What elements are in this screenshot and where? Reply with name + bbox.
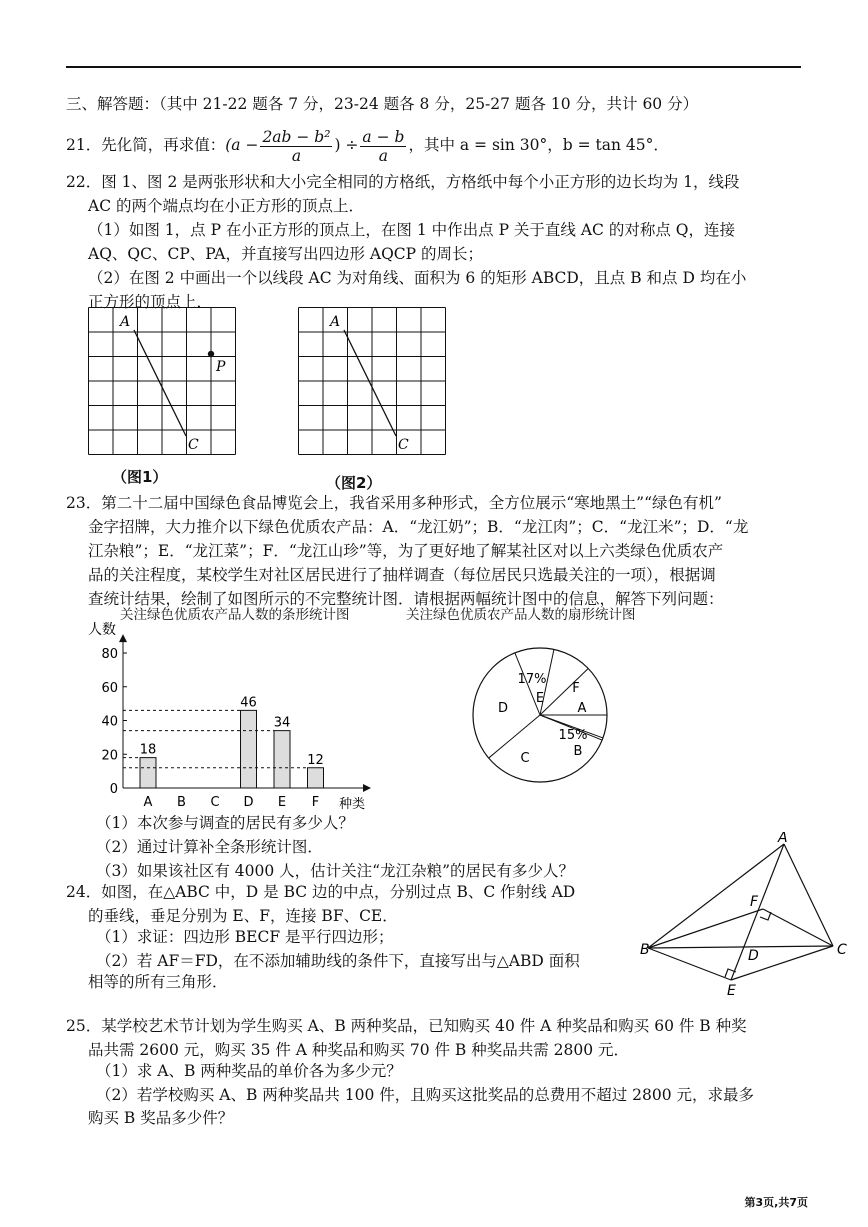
- y-axis-arrow: [119, 634, 127, 642]
- pie-label-c: C: [520, 751, 530, 766]
- q24-line5: 相等的所有三角形．: [88, 973, 228, 991]
- bar-value-label: 46: [240, 695, 257, 711]
- bar-e: [274, 731, 290, 788]
- point-p: [208, 351, 214, 357]
- label-c: C: [188, 437, 199, 453]
- segment-bc: [648, 946, 833, 948]
- q21-frac2: [360, 128, 406, 165]
- tri-label-a: A: [778, 832, 788, 846]
- x-axis-label: 种类: [339, 797, 366, 812]
- q24-line1: 24．如图，在△ABC 中，D 是 BC 边的中点，分别过点 B、C 作射线 AD: [66, 883, 576, 901]
- segment-be: [648, 948, 731, 980]
- q22-line1: 22．图 1、图 2 是两张形状和大小完全相同的方格纸，方格纸中每个小正方形的边长均为 1，线段: [66, 173, 740, 191]
- q23-line1: 23．第二十二届中国绿色食品博览会上，我省采用多种形式，全方位展示“寒地黑土”“绿色有机”: [66, 494, 722, 512]
- bar-chart-title: 关注绿色优质农产品人数的条形统计图: [120, 607, 350, 623]
- y-tick-label: 0: [109, 782, 118, 797]
- y-tick-label: 20: [101, 748, 118, 764]
- y-tick-label: 80: [101, 647, 118, 662]
- bar-value-label: 34: [273, 715, 291, 731]
- q21-frac1-den: a: [291, 146, 302, 165]
- header-rule: [66, 66, 801, 68]
- label-p: P: [216, 359, 226, 375]
- page-number: 第3页,共7页: [744, 1196, 808, 1209]
- bar-chart: [88, 618, 388, 813]
- q21-frac2-den: a: [378, 146, 389, 165]
- q23-sub3: （3）如果该社区有 4000 人，估计关注“龙江杂粮”的居民有多少人？: [96, 862, 575, 880]
- label-c: C: [398, 437, 409, 453]
- pie-percent-b: 15%: [558, 728, 588, 743]
- pie-chart: [470, 640, 640, 790]
- y-tick-label: 40: [101, 714, 118, 730]
- x-tick-label: B: [177, 795, 186, 810]
- q23-line5: 查统计结果，绘制了如图所示的不完整统计图．请根据两幅统计图中的信息，解答下列问题：: [88, 590, 724, 608]
- q22-line5: （2）在图 2 中画出一个以线段 AC 为对角线、面积为 6 的矩形 ABCD，且点 B 和点 D 均在小: [88, 269, 747, 287]
- bar-value-label: 18: [139, 742, 157, 758]
- q25-line4: （2）若学校购买 A、B 两种奖品共 100 件，且购买这批奖品的总费用不超过 2800 元，求最多: [96, 1086, 755, 1104]
- right-angle-f: [760, 912, 771, 920]
- q24-line4: （2）若 AF＝FD，在不添加辅助线的条件下，直接写出与△ABD 面积: [96, 952, 580, 970]
- bar-d: [241, 710, 257, 788]
- q23-sub1: （1）本次参与调查的居民有多少人？: [96, 814, 354, 832]
- q23-sub2: （2）通过计算补全条形统计图．: [96, 838, 323, 856]
- bar-value-label: 12: [307, 752, 324, 768]
- q23-line4: 品的关注程度，某校学生对社区居民进行了抽样调查（每位居民只选最关注的一项），根据调: [88, 566, 716, 584]
- segment-ac: [344, 330, 396, 436]
- bar-f: [308, 768, 324, 788]
- x-axis-arrow: [363, 784, 371, 792]
- q22-line6: 正方形的顶点上．: [88, 293, 213, 311]
- q21: [66, 124, 669, 166]
- pie-label-a: A: [577, 701, 587, 716]
- q25-line3: （1）求 A、B 两种奖品的单价各为多少元？: [96, 1062, 402, 1080]
- q21-div: ) ÷: [334, 136, 359, 154]
- figure-2-caption: （图2）: [326, 474, 382, 492]
- section-header: 三、解答题：（其中 21-22 题各 7 分，23-24 题各 8 分，25-27 题各 10 分，共计 60 分）: [66, 95, 699, 113]
- x-tick-label: E: [277, 795, 287, 810]
- x-tick-label: F: [311, 795, 320, 810]
- pie-label-e: E: [535, 691, 545, 706]
- x-tick-label: A: [143, 795, 153, 810]
- tri-label-d: D: [748, 948, 759, 964]
- pie-label-d: D: [497, 701, 509, 716]
- q24-line3: （1）求证：四边形 BECF 是平行四边形；: [96, 928, 394, 946]
- q21-prefix: 21．先化简，再求值：: [66, 136, 226, 154]
- tri-label-f: F: [750, 894, 759, 910]
- y-axis-label: 人数: [88, 622, 116, 639]
- q25-line1: 25．某学校艺术节计划为学生购买 A、B 两种奖品，已知购买 40 件 A 种奖品和购买 60 件 B 种奖: [66, 1017, 747, 1035]
- bar-a: [140, 758, 156, 788]
- x-tick-label: C: [210, 795, 220, 810]
- tri-label-c: C: [837, 942, 847, 958]
- q23-line3: 江杂粮”；E．“龙江菜”；F．“龙江山珍”等，为了更好地了解某社区对以上六类绿色优质农产: [88, 542, 724, 560]
- figure-1-grid: [88, 307, 238, 457]
- q23-line2: 金字招牌，大力推介以下绿色优质农产品：A．“龙江奶”；B．“龙江肉”；C．“龙江米”；D．“龙: [88, 518, 749, 536]
- figure-2-grid: [298, 307, 448, 457]
- segment-cf: [763, 909, 833, 946]
- x-tick-label: D: [243, 795, 254, 810]
- q25-line2: 品共需 2600 元，购买 35 件 A 种奖品和购买 70 件 B 种奖品共需 2800 元．: [88, 1041, 630, 1059]
- tri-label-b: B: [640, 942, 650, 958]
- pie-label-b: B: [573, 744, 583, 759]
- label-a: A: [120, 314, 131, 330]
- q22-line4: AQ、QC、CP、PA，并直接写出四边形 AQCP 的周长；: [88, 245, 484, 263]
- triangle-figure: [638, 832, 858, 1002]
- segment-ac: [784, 844, 833, 946]
- q21-suffix: ，其中 a = sin 30°，b = tan 45°．: [408, 136, 669, 154]
- pie-percent-e: 17%: [517, 672, 547, 687]
- q21-paren-open: (a −: [225, 136, 259, 154]
- q24-line2: 的垂线，垂足分别为 E、F，连接 BF、CE．: [88, 907, 398, 925]
- segment-ac: [134, 330, 186, 436]
- label-a: A: [330, 314, 341, 330]
- q21-frac2-num: a − b: [362, 127, 405, 146]
- q25-line5: 购买 B 奖品多少件？: [88, 1109, 234, 1127]
- q22-line3: （1）如图 1，点 P 在小正方形的顶点上，在图 1 中作出点 P 关于直线 AC 的对称点 Q，连接: [88, 221, 735, 239]
- pie-label-f: F: [572, 681, 580, 696]
- q21-frac1-num: 2ab − b²: [262, 127, 331, 146]
- q21-frac1: [260, 128, 332, 165]
- y-tick-label: 60: [101, 680, 118, 696]
- tri-label-e: E: [727, 983, 736, 999]
- q22-line2: AC 的两个端点均在小正方形的顶点上．: [88, 197, 364, 215]
- figure-1-caption: （图1）: [112, 468, 168, 486]
- segment-ce: [731, 946, 833, 980]
- pie-chart-title: 关注绿色优质农产品人数的扇形统计图: [406, 607, 636, 623]
